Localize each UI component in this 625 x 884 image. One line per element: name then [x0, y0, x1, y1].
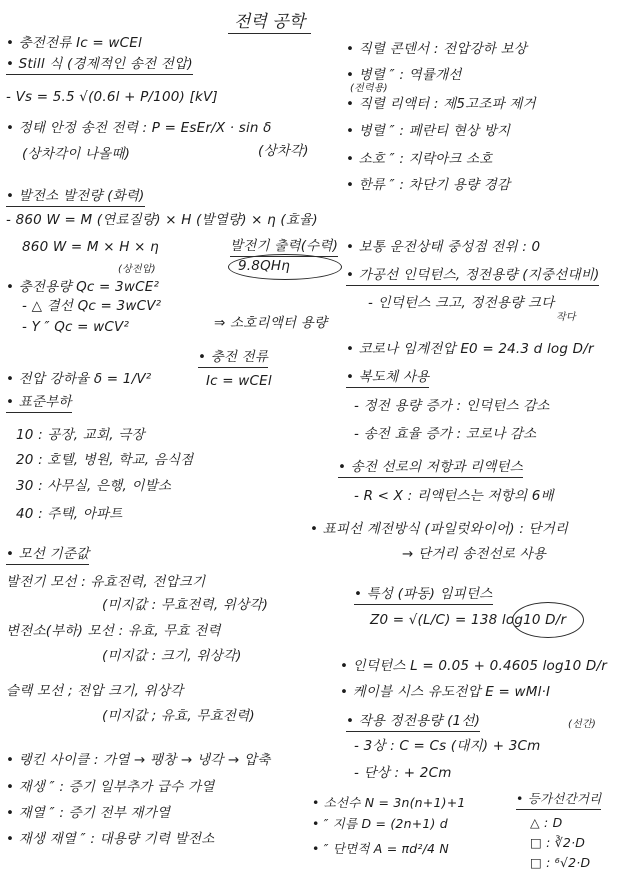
note-heading: • 충전 전류	[198, 348, 268, 368]
note-line: Ic = wCEl	[206, 373, 272, 389]
note-line: • 보통 운전상태 중성점 전위 : 0	[346, 239, 541, 255]
note-line: 9.8QHη	[238, 258, 291, 274]
note-line: • 병렬 ″ : 역률개선	[346, 67, 462, 83]
note-line: • 충전전류 Ic = wCEl	[6, 35, 142, 51]
note-line: 20 : 호텔, 병원, 학교, 음식점	[16, 452, 194, 468]
note-line: 30 : 사무실, 은행, 이발소	[16, 478, 172, 494]
note-line: 변전소(부하) 모선 : 유효, 무효 전력	[6, 623, 221, 639]
note-line: (미지값 : 크기, 위상각)	[102, 648, 242, 664]
note-line: - 860 W = M (연료질량) × H (발열량) × η (효율)	[6, 212, 318, 228]
note-line: • 코로나 임계전압 E0 = 24.3 d log D/r	[346, 341, 594, 357]
note-line: (상전압)	[118, 264, 156, 275]
note-heading: • 특성 (파동) 임피던스	[354, 585, 493, 605]
note-heading: • 작용 정전용량 (1선)	[346, 712, 480, 732]
note-line: • ″ 단면적 A = πd²/4 N	[312, 841, 449, 856]
note-line: (미지값 : 무효전력, 위상각)	[102, 597, 269, 613]
page-title: 전력 공학	[228, 7, 311, 34]
note-heading: • 모선 기준값	[6, 545, 89, 565]
note-line: • 소호 ″ : 지락아크 소호	[346, 151, 493, 167]
note-line: (상차각)	[258, 143, 309, 159]
note-line: • 소선수 N = 3n(n+1)+1	[312, 795, 466, 810]
note-line: • 직렬 리액터 : 제5고조파 제거	[346, 96, 536, 112]
note-line: 슬랙 모선 ; 전압 크기, 위상각	[6, 683, 184, 699]
note-line: △ : D	[530, 815, 563, 830]
note-line: (미지값 ; 유효, 무효전력)	[102, 708, 255, 724]
note-heading: • 가공선 인덕턴스, 정전용량 (지중선대비)	[346, 266, 599, 286]
note-line: - △ 결선 Qc = 3wCV²	[22, 298, 162, 314]
note-line: □ : ∛2·D	[530, 835, 586, 850]
note-line: - 3상 : C = Cs (대지) + 3Cm	[354, 738, 541, 754]
note-line: • 직렬 콘덴서 : 전압강하 보상	[346, 41, 528, 57]
note-heading: • 등가선간거리	[516, 790, 601, 810]
note-line: • 랭킨 사이클 : 가열 → 팽창 → 냉각 → 압축	[6, 752, 271, 768]
note-line: • 한류 ″ : 차단기 용량 경감	[346, 177, 511, 193]
note-heading: • 송전 선로의 저항과 리액턴스	[338, 458, 523, 478]
note-line: • 정태 안정 송전 전력 : P = EsEr/X · sin δ	[6, 120, 272, 136]
note-line: • 표피선 계전방식 (파일럿와이어) : 단거리	[310, 521, 569, 537]
note-heading: • 표준부하	[6, 393, 72, 413]
note-line: (선간)	[568, 719, 596, 730]
note-line: - 인덕턴스 크고, 정전용량 크다	[368, 295, 555, 311]
note-line: • 재생 재열 ″ : 대용량 기력 발전소	[6, 831, 215, 847]
note-heading: • 발전소 발전량 (화력)	[6, 187, 145, 207]
note-line: ⇒ 소호리액터 용량	[214, 315, 328, 331]
note-line: (전력용)	[350, 83, 388, 94]
note-line: - 송전 효율 증가 : 코로나 감소	[354, 426, 537, 442]
note-line: • 전압 강하율 δ = 1/V²	[6, 371, 152, 387]
note-line: - Y ″ Qc = wCV²	[22, 319, 130, 335]
note-line: • 충전용량 Qc = 3wCE²	[6, 279, 160, 295]
note-line: 작다	[556, 312, 576, 323]
note-line: - R < X : 리액턴스는 저항의 6배	[354, 488, 554, 504]
note-line: - 정전 용량 증가 : 인덕턴스 감소	[354, 398, 550, 414]
note-heading: • 복도체 사용	[346, 368, 429, 388]
note-line: □ : ⁶√2·D	[530, 855, 591, 870]
note-line: • 병렬 ″ : 페란티 현상 방지	[346, 123, 511, 139]
note-line: Z0 = √(L/C) = 138 log10 D/r	[370, 612, 567, 628]
note-line: • ″ 지름 D = (2n+1) d	[312, 816, 448, 831]
note-heading: • Still 식 (경제적인 송전 전압)	[6, 55, 193, 75]
note-line: • 재생 ″ : 증기 일부추가 급수 가열	[6, 779, 215, 795]
note-line: 발전기 모선 : 유효전력, 전압크기	[6, 574, 206, 590]
note-line: 10 : 공장, 교회, 극장	[16, 427, 145, 443]
note-line: • 케이블 시스 유도전압 E = wMl·I	[340, 684, 551, 700]
note-line: → 단거리 송전선로 사용	[402, 546, 547, 562]
note-line: (상차각이 나올때)	[22, 146, 131, 162]
note-line: 40 : 주택, 아파트	[16, 506, 123, 522]
note-line: 860 W = M × H × η	[22, 239, 159, 255]
note-line: • 재열 ″ : 증기 전부 재가열	[6, 805, 171, 821]
note-line: • 인덕턴스 L = 0.05 + 0.4605 log10 D/r	[340, 658, 607, 674]
note-heading: 발전기 출력(수력)	[230, 237, 338, 257]
note-line: - Vs = 5.5 √(0.6l + P/100) [kV]	[6, 89, 218, 105]
note-line: - 단상 : + 2Cm	[354, 765, 452, 781]
circled-formula	[512, 602, 584, 638]
